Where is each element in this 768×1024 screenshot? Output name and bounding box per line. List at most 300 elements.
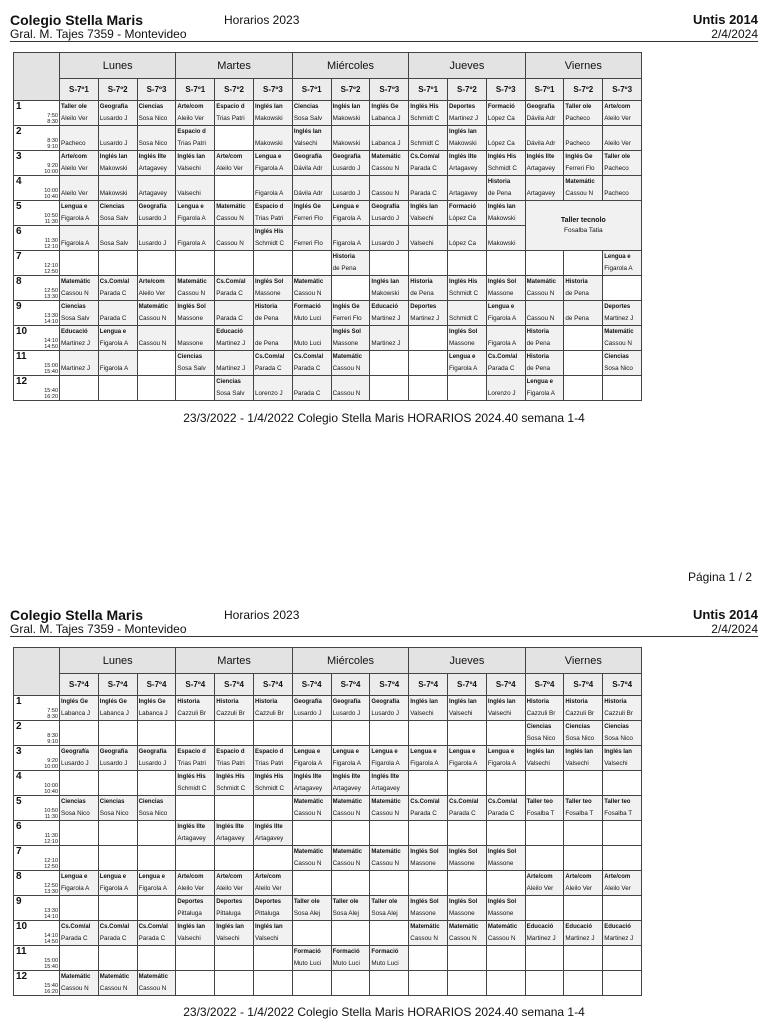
timetable-cell[interactable] bbox=[215, 871, 254, 896]
timetable-cell[interactable] bbox=[486, 351, 525, 376]
timetable-cell[interactable] bbox=[486, 721, 525, 746]
timetable-cell[interactable] bbox=[448, 301, 487, 326]
timetable-cell[interactable] bbox=[331, 796, 370, 821]
timetable-cell[interactable] bbox=[215, 846, 254, 871]
timetable-cell[interactable] bbox=[564, 696, 603, 721]
timetable-cell[interactable] bbox=[525, 946, 564, 971]
timetable-cell[interactable] bbox=[60, 376, 99, 401]
timetable-cell[interactable] bbox=[176, 771, 215, 796]
timetable-cell[interactable] bbox=[215, 896, 254, 921]
timetable-cell[interactable] bbox=[137, 821, 176, 846]
timetable-cell[interactable] bbox=[525, 351, 564, 376]
timetable-cell[interactable] bbox=[331, 351, 370, 376]
timetable-cell[interactable] bbox=[525, 326, 564, 351]
timetable-cell[interactable] bbox=[331, 101, 370, 126]
timetable-cell[interactable] bbox=[98, 176, 137, 201]
timetable-cell[interactable] bbox=[137, 226, 176, 251]
timetable-cell[interactable] bbox=[98, 251, 137, 276]
timetable-cell[interactable] bbox=[215, 796, 254, 821]
timetable-cell[interactable] bbox=[176, 696, 215, 721]
timetable-cell[interactable] bbox=[215, 176, 254, 201]
timetable-cell[interactable] bbox=[370, 971, 409, 996]
timetable-cell[interactable] bbox=[486, 871, 525, 896]
timetable-cell[interactable] bbox=[60, 971, 99, 996]
timetable-cell[interactable] bbox=[409, 696, 448, 721]
timetable-cell[interactable] bbox=[137, 176, 176, 201]
timetable-cell[interactable] bbox=[215, 771, 254, 796]
timetable-cell[interactable] bbox=[253, 301, 292, 326]
timetable-cell[interactable] bbox=[292, 176, 331, 201]
timetable-cell[interactable] bbox=[564, 896, 603, 921]
timetable-cell[interactable] bbox=[98, 871, 137, 896]
timetable-cell[interactable] bbox=[409, 971, 448, 996]
timetable-cell[interactable] bbox=[603, 946, 642, 971]
timetable-cell[interactable] bbox=[137, 351, 176, 376]
timetable-cell[interactable] bbox=[137, 971, 176, 996]
timetable-cell[interactable] bbox=[215, 301, 254, 326]
timetable-cell[interactable] bbox=[292, 896, 331, 921]
timetable-cell[interactable] bbox=[292, 721, 331, 746]
timetable-cell[interactable] bbox=[603, 276, 642, 301]
timetable-cell[interactable] bbox=[331, 226, 370, 251]
timetable-cell[interactable] bbox=[409, 126, 448, 151]
timetable-cell[interactable] bbox=[370, 846, 409, 871]
timetable-cell[interactable] bbox=[331, 946, 370, 971]
timetable-cell[interactable] bbox=[137, 746, 176, 771]
timetable-cell[interactable] bbox=[176, 176, 215, 201]
timetable-cell[interactable] bbox=[486, 696, 525, 721]
timetable-cell[interactable] bbox=[370, 151, 409, 176]
timetable-cell[interactable] bbox=[603, 376, 642, 401]
timetable-cell[interactable] bbox=[564, 821, 603, 846]
timetable-cell[interactable] bbox=[292, 971, 331, 996]
timetable-cell[interactable] bbox=[176, 821, 215, 846]
timetable-cell[interactable] bbox=[603, 846, 642, 871]
timetable-cell[interactable] bbox=[370, 721, 409, 746]
timetable-cell[interactable] bbox=[370, 871, 409, 896]
timetable-cell[interactable] bbox=[253, 796, 292, 821]
timetable-cell[interactable] bbox=[409, 101, 448, 126]
timetable-cell[interactable] bbox=[292, 226, 331, 251]
timetable-cell[interactable] bbox=[370, 201, 409, 226]
timetable-cell[interactable] bbox=[60, 921, 99, 946]
timetable-cell[interactable] bbox=[253, 201, 292, 226]
timetable-cell[interactable] bbox=[137, 871, 176, 896]
timetable-cell[interactable] bbox=[98, 101, 137, 126]
timetable-cell[interactable] bbox=[292, 151, 331, 176]
timetable-cell[interactable] bbox=[176, 276, 215, 301]
timetable-cell[interactable] bbox=[603, 771, 642, 796]
timetable-cell[interactable] bbox=[525, 696, 564, 721]
timetable-cell[interactable] bbox=[564, 846, 603, 871]
timetable-cell[interactable] bbox=[486, 376, 525, 401]
timetable-cell[interactable] bbox=[292, 796, 331, 821]
timetable-cell[interactable] bbox=[409, 151, 448, 176]
timetable-cell[interactable] bbox=[564, 126, 603, 151]
timetable-cell[interactable] bbox=[292, 696, 331, 721]
timetable-cell[interactable] bbox=[564, 251, 603, 276]
timetable-cell[interactable] bbox=[98, 896, 137, 921]
timetable-cell[interactable] bbox=[253, 746, 292, 771]
timetable-cell[interactable] bbox=[60, 871, 99, 896]
timetable-cell[interactable] bbox=[176, 151, 215, 176]
timetable-cell[interactable] bbox=[60, 821, 99, 846]
timetable-cell[interactable] bbox=[60, 696, 99, 721]
timetable-cell[interactable] bbox=[253, 351, 292, 376]
timetable-cell[interactable] bbox=[525, 771, 564, 796]
timetable-cell[interactable] bbox=[215, 921, 254, 946]
timetable-cell[interactable] bbox=[331, 176, 370, 201]
timetable-cell[interactable] bbox=[253, 896, 292, 921]
timetable-cell[interactable] bbox=[486, 746, 525, 771]
timetable-cell[interactable] bbox=[215, 696, 254, 721]
timetable-cell[interactable] bbox=[564, 796, 603, 821]
timetable-cell[interactable] bbox=[253, 151, 292, 176]
timetable-cell[interactable] bbox=[525, 126, 564, 151]
timetable-cell[interactable] bbox=[409, 276, 448, 301]
timetable-cell[interactable] bbox=[486, 946, 525, 971]
timetable-cell[interactable] bbox=[137, 846, 176, 871]
timetable-cell[interactable] bbox=[215, 326, 254, 351]
timetable-cell[interactable] bbox=[215, 376, 254, 401]
timetable-cell[interactable] bbox=[331, 151, 370, 176]
timetable-cell[interactable] bbox=[137, 326, 176, 351]
timetable-cell[interactable] bbox=[176, 126, 215, 151]
timetable-cell[interactable] bbox=[370, 771, 409, 796]
timetable-cell[interactable] bbox=[331, 771, 370, 796]
timetable-cell[interactable] bbox=[137, 276, 176, 301]
timetable-cell[interactable] bbox=[137, 101, 176, 126]
timetable-cell[interactable] bbox=[409, 846, 448, 871]
timetable-cell[interactable] bbox=[409, 301, 448, 326]
timetable-cell[interactable] bbox=[409, 201, 448, 226]
timetable-cell[interactable] bbox=[292, 946, 331, 971]
timetable-cell[interactable] bbox=[331, 971, 370, 996]
timetable-cell[interactable] bbox=[331, 746, 370, 771]
timetable-cell[interactable] bbox=[409, 376, 448, 401]
timetable-cell[interactable] bbox=[331, 921, 370, 946]
timetable-cell[interactable] bbox=[370, 251, 409, 276]
timetable-cell[interactable] bbox=[253, 721, 292, 746]
timetable-cell[interactable] bbox=[176, 746, 215, 771]
timetable-cell[interactable] bbox=[176, 921, 215, 946]
timetable-cell[interactable] bbox=[603, 896, 642, 921]
timetable-cell[interactable] bbox=[603, 871, 642, 896]
timetable-cell[interactable] bbox=[486, 226, 525, 251]
timetable-cell[interactable] bbox=[292, 251, 331, 276]
timetable-cell[interactable] bbox=[98, 971, 137, 996]
timetable-cell[interactable] bbox=[525, 971, 564, 996]
timetable-cell[interactable] bbox=[486, 276, 525, 301]
timetable-cell[interactable] bbox=[176, 796, 215, 821]
timetable-cell[interactable] bbox=[525, 276, 564, 301]
timetable-cell[interactable] bbox=[564, 746, 603, 771]
timetable-cell[interactable] bbox=[215, 351, 254, 376]
timetable-cell[interactable] bbox=[292, 821, 331, 846]
timetable-cell[interactable] bbox=[60, 276, 99, 301]
timetable-cell[interactable] bbox=[176, 721, 215, 746]
timetable-cell[interactable] bbox=[603, 696, 642, 721]
timetable-cell[interactable] bbox=[370, 226, 409, 251]
timetable-cell[interactable] bbox=[409, 946, 448, 971]
timetable-cell[interactable] bbox=[215, 821, 254, 846]
timetable-cell[interactable] bbox=[176, 101, 215, 126]
timetable-cell[interactable] bbox=[564, 946, 603, 971]
timetable-cell[interactable] bbox=[370, 921, 409, 946]
timetable-cell[interactable] bbox=[448, 871, 487, 896]
timetable-cell[interactable] bbox=[292, 376, 331, 401]
timetable-cell[interactable] bbox=[603, 351, 642, 376]
timetable-cell[interactable] bbox=[137, 126, 176, 151]
timetable-cell[interactable] bbox=[98, 276, 137, 301]
timetable-cell[interactable] bbox=[292, 126, 331, 151]
timetable-cell[interactable] bbox=[253, 226, 292, 251]
timetable-cell[interactable] bbox=[60, 946, 99, 971]
timetable-cell[interactable] bbox=[409, 871, 448, 896]
timetable-cell[interactable] bbox=[60, 796, 99, 821]
timetable-cell[interactable] bbox=[176, 971, 215, 996]
timetable-cell[interactable] bbox=[253, 971, 292, 996]
timetable-cell[interactable] bbox=[370, 326, 409, 351]
timetable-cell[interactable] bbox=[409, 326, 448, 351]
timetable-cell[interactable] bbox=[370, 276, 409, 301]
timetable-cell[interactable] bbox=[292, 201, 331, 226]
timetable-cell[interactable] bbox=[253, 921, 292, 946]
timetable-cell[interactable] bbox=[409, 226, 448, 251]
timetable-cell[interactable] bbox=[253, 821, 292, 846]
timetable-cell[interactable] bbox=[525, 176, 564, 201]
timetable-cell[interactable] bbox=[176, 871, 215, 896]
timetable-cell[interactable] bbox=[215, 251, 254, 276]
timetable-cell[interactable] bbox=[486, 821, 525, 846]
timetable-cell[interactable] bbox=[176, 301, 215, 326]
timetable-cell[interactable] bbox=[176, 251, 215, 276]
timetable-cell[interactable] bbox=[60, 721, 99, 746]
timetable-cell[interactable] bbox=[98, 151, 137, 176]
timetable-cell[interactable] bbox=[564, 151, 603, 176]
timetable-cell[interactable] bbox=[98, 846, 137, 871]
timetable-cell[interactable] bbox=[525, 251, 564, 276]
timetable-cell[interactable] bbox=[137, 721, 176, 746]
timetable-cell[interactable] bbox=[137, 771, 176, 796]
timetable-cell[interactable] bbox=[215, 746, 254, 771]
timetable-cell[interactable] bbox=[448, 721, 487, 746]
timetable-cell[interactable] bbox=[448, 326, 487, 351]
timetable-cell[interactable] bbox=[98, 226, 137, 251]
timetable-cell[interactable] bbox=[253, 276, 292, 301]
timetable-cell[interactable] bbox=[409, 771, 448, 796]
timetable-cell[interactable] bbox=[215, 946, 254, 971]
timetable-cell[interactable] bbox=[137, 696, 176, 721]
timetable-cell[interactable] bbox=[331, 201, 370, 226]
timetable-cell[interactable] bbox=[98, 301, 137, 326]
timetable-cell[interactable] bbox=[98, 746, 137, 771]
timetable-cell[interactable] bbox=[525, 721, 564, 746]
timetable-cell[interactable] bbox=[137, 301, 176, 326]
timetable-cell[interactable] bbox=[486, 251, 525, 276]
timetable-cell[interactable] bbox=[370, 101, 409, 126]
timetable-cell[interactable] bbox=[331, 696, 370, 721]
timetable-cell[interactable] bbox=[292, 301, 331, 326]
timetable-cell[interactable] bbox=[137, 376, 176, 401]
timetable-cell[interactable] bbox=[253, 946, 292, 971]
timetable-cell[interactable] bbox=[98, 796, 137, 821]
timetable-cell[interactable] bbox=[564, 351, 603, 376]
timetable-cell[interactable] bbox=[98, 946, 137, 971]
timetable-cell[interactable] bbox=[215, 971, 254, 996]
timetable-cell[interactable] bbox=[370, 376, 409, 401]
timetable-cell[interactable] bbox=[448, 796, 487, 821]
timetable-cell[interactable] bbox=[525, 376, 564, 401]
timetable-cell[interactable] bbox=[564, 376, 603, 401]
timetable-cell[interactable] bbox=[409, 351, 448, 376]
timetable-cell[interactable] bbox=[486, 971, 525, 996]
timetable-cell[interactable] bbox=[60, 251, 99, 276]
timetable-cell[interactable] bbox=[409, 796, 448, 821]
timetable-cell[interactable] bbox=[176, 226, 215, 251]
timetable-cell[interactable] bbox=[409, 821, 448, 846]
timetable-cell[interactable] bbox=[253, 846, 292, 871]
timetable-cell[interactable] bbox=[60, 326, 99, 351]
timetable-cell[interactable] bbox=[525, 301, 564, 326]
timetable-cell[interactable] bbox=[525, 921, 564, 946]
timetable-cell[interactable] bbox=[448, 846, 487, 871]
timetable-cell[interactable] bbox=[448, 126, 487, 151]
timetable-cell[interactable] bbox=[448, 896, 487, 921]
timetable-cell[interactable] bbox=[525, 746, 564, 771]
timetable-cell[interactable] bbox=[486, 796, 525, 821]
timetable-cell[interactable] bbox=[215, 151, 254, 176]
timetable-cell-merged[interactable] bbox=[525, 201, 641, 251]
timetable-cell[interactable] bbox=[98, 771, 137, 796]
timetable-cell[interactable] bbox=[603, 251, 642, 276]
timetable-cell[interactable] bbox=[564, 721, 603, 746]
timetable-cell[interactable] bbox=[137, 921, 176, 946]
timetable-cell[interactable] bbox=[448, 921, 487, 946]
timetable-cell[interactable] bbox=[60, 896, 99, 921]
timetable-cell[interactable] bbox=[331, 326, 370, 351]
timetable-cell[interactable] bbox=[253, 771, 292, 796]
timetable-cell[interactable] bbox=[215, 226, 254, 251]
timetable-cell[interactable] bbox=[448, 376, 487, 401]
timetable-cell[interactable] bbox=[409, 921, 448, 946]
timetable-cell[interactable] bbox=[564, 276, 603, 301]
timetable-cell[interactable] bbox=[409, 176, 448, 201]
timetable-cell[interactable] bbox=[60, 746, 99, 771]
timetable-cell[interactable] bbox=[564, 971, 603, 996]
timetable-cell[interactable] bbox=[98, 921, 137, 946]
timetable-cell[interactable] bbox=[525, 796, 564, 821]
timetable-cell[interactable] bbox=[253, 376, 292, 401]
timetable-cell[interactable] bbox=[331, 376, 370, 401]
timetable-cell[interactable] bbox=[370, 796, 409, 821]
timetable-cell[interactable] bbox=[448, 971, 487, 996]
timetable-cell[interactable] bbox=[525, 896, 564, 921]
timetable-cell[interactable] bbox=[137, 151, 176, 176]
timetable-cell[interactable] bbox=[98, 696, 137, 721]
timetable-cell[interactable] bbox=[98, 821, 137, 846]
timetable-cell[interactable] bbox=[486, 326, 525, 351]
timetable-cell[interactable] bbox=[564, 326, 603, 351]
timetable-cell[interactable] bbox=[603, 326, 642, 351]
timetable-cell[interactable] bbox=[603, 151, 642, 176]
timetable-cell[interactable] bbox=[98, 201, 137, 226]
timetable-cell[interactable] bbox=[331, 846, 370, 871]
timetable-cell[interactable] bbox=[98, 376, 137, 401]
timetable-cell[interactable] bbox=[215, 101, 254, 126]
timetable-cell[interactable] bbox=[603, 126, 642, 151]
timetable-cell[interactable] bbox=[98, 721, 137, 746]
timetable-cell[interactable] bbox=[215, 201, 254, 226]
timetable-cell[interactable] bbox=[448, 696, 487, 721]
timetable-cell[interactable] bbox=[486, 896, 525, 921]
timetable-cell[interactable] bbox=[176, 326, 215, 351]
timetable-cell[interactable] bbox=[370, 896, 409, 921]
timetable-cell[interactable] bbox=[525, 821, 564, 846]
timetable-cell[interactable] bbox=[60, 126, 99, 151]
timetable-cell[interactable] bbox=[176, 376, 215, 401]
timetable-cell[interactable] bbox=[448, 276, 487, 301]
timetable-cell[interactable] bbox=[486, 846, 525, 871]
timetable-cell[interactable] bbox=[331, 896, 370, 921]
timetable-cell[interactable] bbox=[409, 251, 448, 276]
timetable-cell[interactable] bbox=[215, 276, 254, 301]
timetable-cell[interactable] bbox=[292, 351, 331, 376]
timetable-cell[interactable] bbox=[448, 101, 487, 126]
timetable-cell[interactable] bbox=[60, 176, 99, 201]
timetable-cell[interactable] bbox=[448, 946, 487, 971]
timetable-cell[interactable] bbox=[448, 771, 487, 796]
timetable-cell[interactable] bbox=[486, 301, 525, 326]
timetable-cell[interactable] bbox=[215, 721, 254, 746]
timetable-cell[interactable] bbox=[409, 746, 448, 771]
timetable-cell[interactable] bbox=[564, 176, 603, 201]
timetable-cell[interactable] bbox=[137, 251, 176, 276]
timetable-cell[interactable] bbox=[603, 176, 642, 201]
timetable-cell[interactable] bbox=[448, 201, 487, 226]
timetable-cell[interactable] bbox=[253, 871, 292, 896]
timetable-cell[interactable] bbox=[409, 721, 448, 746]
timetable-cell[interactable] bbox=[603, 821, 642, 846]
timetable-cell[interactable] bbox=[60, 151, 99, 176]
timetable-cell[interactable] bbox=[370, 946, 409, 971]
timetable-cell[interactable] bbox=[292, 771, 331, 796]
timetable-cell[interactable] bbox=[253, 326, 292, 351]
timetable-cell[interactable] bbox=[525, 151, 564, 176]
timetable-cell[interactable] bbox=[292, 846, 331, 871]
timetable-cell[interactable] bbox=[292, 871, 331, 896]
timetable-cell[interactable] bbox=[331, 301, 370, 326]
timetable-cell[interactable] bbox=[60, 226, 99, 251]
timetable-cell[interactable] bbox=[137, 896, 176, 921]
timetable-cell[interactable] bbox=[331, 251, 370, 276]
timetable-cell[interactable] bbox=[486, 101, 525, 126]
timetable-cell[interactable] bbox=[253, 101, 292, 126]
timetable-cell[interactable] bbox=[486, 771, 525, 796]
timetable-cell[interactable] bbox=[603, 746, 642, 771]
timetable-cell[interactable] bbox=[525, 871, 564, 896]
timetable-cell[interactable] bbox=[603, 101, 642, 126]
timetable-cell[interactable] bbox=[137, 796, 176, 821]
timetable-cell[interactable] bbox=[409, 896, 448, 921]
timetable-cell[interactable] bbox=[292, 921, 331, 946]
timetable-cell[interactable] bbox=[603, 921, 642, 946]
timetable-cell[interactable] bbox=[448, 746, 487, 771]
timetable-cell[interactable] bbox=[137, 201, 176, 226]
timetable-cell[interactable] bbox=[525, 846, 564, 871]
timetable-cell[interactable] bbox=[331, 276, 370, 301]
timetable-cell[interactable] bbox=[60, 846, 99, 871]
